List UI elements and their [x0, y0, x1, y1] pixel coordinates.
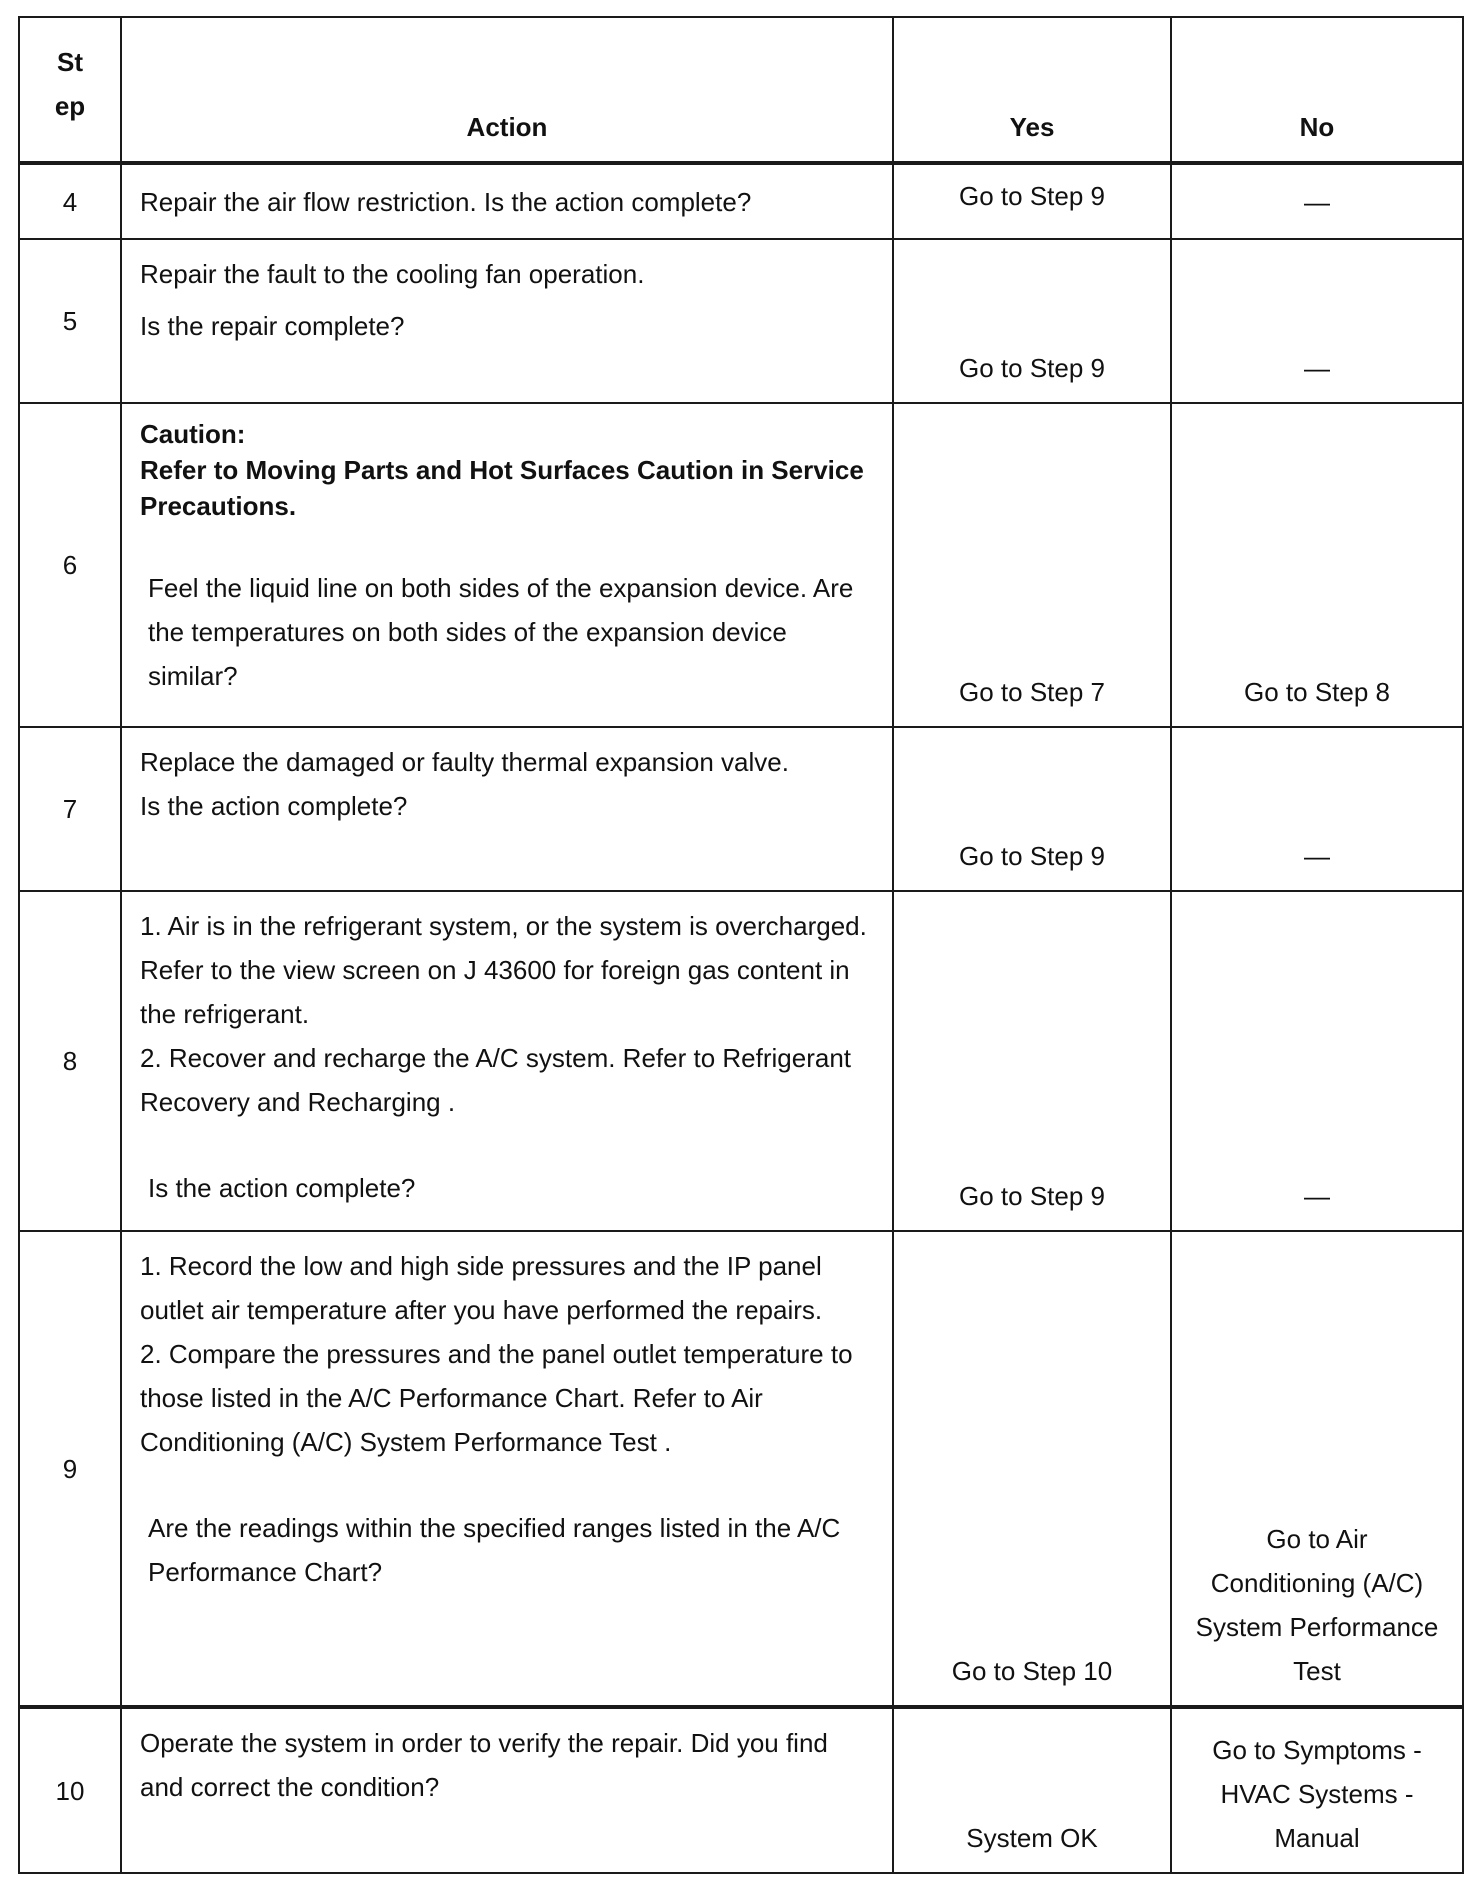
caution-title: Caution:	[140, 419, 246, 449]
action-item: 2. Compare the pressures and the panel outlet temperature to those listed in the A/C Performance Chart. Refer to Air Conditioning (A/C) System Performance Test .	[140, 1339, 853, 1457]
header-row	[19, 17, 1463, 163]
no-cell: Go to Air Conditioning (A/C) System Performance Test	[1171, 1231, 1463, 1707]
action-cell	[121, 163, 893, 239]
no-cell: —	[1171, 163, 1463, 239]
header-no: No	[1171, 17, 1463, 163]
no-cell: —	[1171, 727, 1463, 891]
yes-cell: Go to Step 7	[893, 403, 1171, 727]
step-number: 7	[19, 727, 121, 891]
table-row	[19, 1231, 1463, 1707]
action-text: Feel the liquid line on both sides of the expansion device. Are the temperatures on both sides of the expansion device similar?	[148, 573, 854, 691]
action-item: 2. Recover and recharge the A/C system. Refer to Refrigerant Recovery and Recharging .	[140, 1043, 852, 1117]
step-number: 5	[19, 239, 121, 403]
procedure-table	[18, 16, 1464, 1874]
no-cell: —	[1171, 239, 1463, 403]
action-cell	[121, 1231, 893, 1707]
yes-cell: Go to Step 9	[893, 239, 1171, 403]
no-cell: —	[1171, 891, 1463, 1231]
caution-text: Refer to Moving Parts and Hot Surfaces Caution in Service Precautions.	[140, 455, 864, 521]
action-question: Are the readings within the specified ranges listed in the A/C Performance Chart?	[148, 1513, 841, 1587]
yes-cell: System OK	[893, 1707, 1171, 1873]
step-number: 10	[19, 1707, 121, 1873]
action-question: Is the action complete?	[140, 791, 408, 821]
header-yes: Yes	[893, 17, 1171, 163]
action-text: Repair the air flow restriction. Is the action complete?	[140, 186, 752, 217]
action-cell	[121, 1707, 893, 1873]
step-number: 8	[19, 891, 121, 1231]
yes-cell: Go to Step 9	[893, 163, 1171, 239]
action-item: 1. Air is in the refrigerant system, or the system is overcharged. Refer to the view screen on J 43600 for foreign gas content in the refrigerant.	[140, 911, 867, 1029]
table-row	[19, 239, 1463, 403]
step-number: 9	[19, 1231, 121, 1707]
no-cell: Go to Symptoms - HVAC Systems - Manual	[1171, 1707, 1463, 1873]
table-row	[19, 1707, 1463, 1873]
table-row	[19, 727, 1463, 891]
header-step	[19, 17, 121, 163]
action-cell	[121, 891, 893, 1231]
action-cell	[121, 727, 893, 891]
header-action: Action	[121, 17, 893, 163]
action-text: Operate the system in order to verify the repair. Did you find and correct the condition?	[140, 1728, 828, 1802]
spacer	[140, 1464, 874, 1506]
table-row	[19, 163, 1463, 239]
action-question: Is the repair complete?	[140, 311, 405, 341]
table-row	[19, 403, 1463, 727]
yes-cell: Go to Step 9	[893, 891, 1171, 1231]
spacer	[140, 524, 874, 566]
action-text: Replace the damaged or faulty thermal expansion valve.	[140, 747, 789, 777]
header-step-text: St ep	[54, 46, 86, 121]
step-number: 6	[19, 403, 121, 727]
action-question: Is the action complete?	[148, 1173, 416, 1203]
yes-cell: Go to Step 10	[893, 1231, 1171, 1707]
action-item: 1. Record the low and high side pressures and the IP panel outlet air temperature after you have performed the repairs.	[140, 1251, 823, 1325]
step-number: 4	[19, 163, 121, 239]
table-row	[19, 891, 1463, 1231]
action-text: Repair the fault to the cooling fan operation.	[140, 259, 645, 289]
action-cell	[121, 403, 893, 727]
action-cell	[121, 239, 893, 403]
yes-cell: Go to Step 9	[893, 727, 1171, 891]
no-cell: Go to Step 8	[1171, 403, 1463, 727]
spacer	[140, 1124, 874, 1166]
